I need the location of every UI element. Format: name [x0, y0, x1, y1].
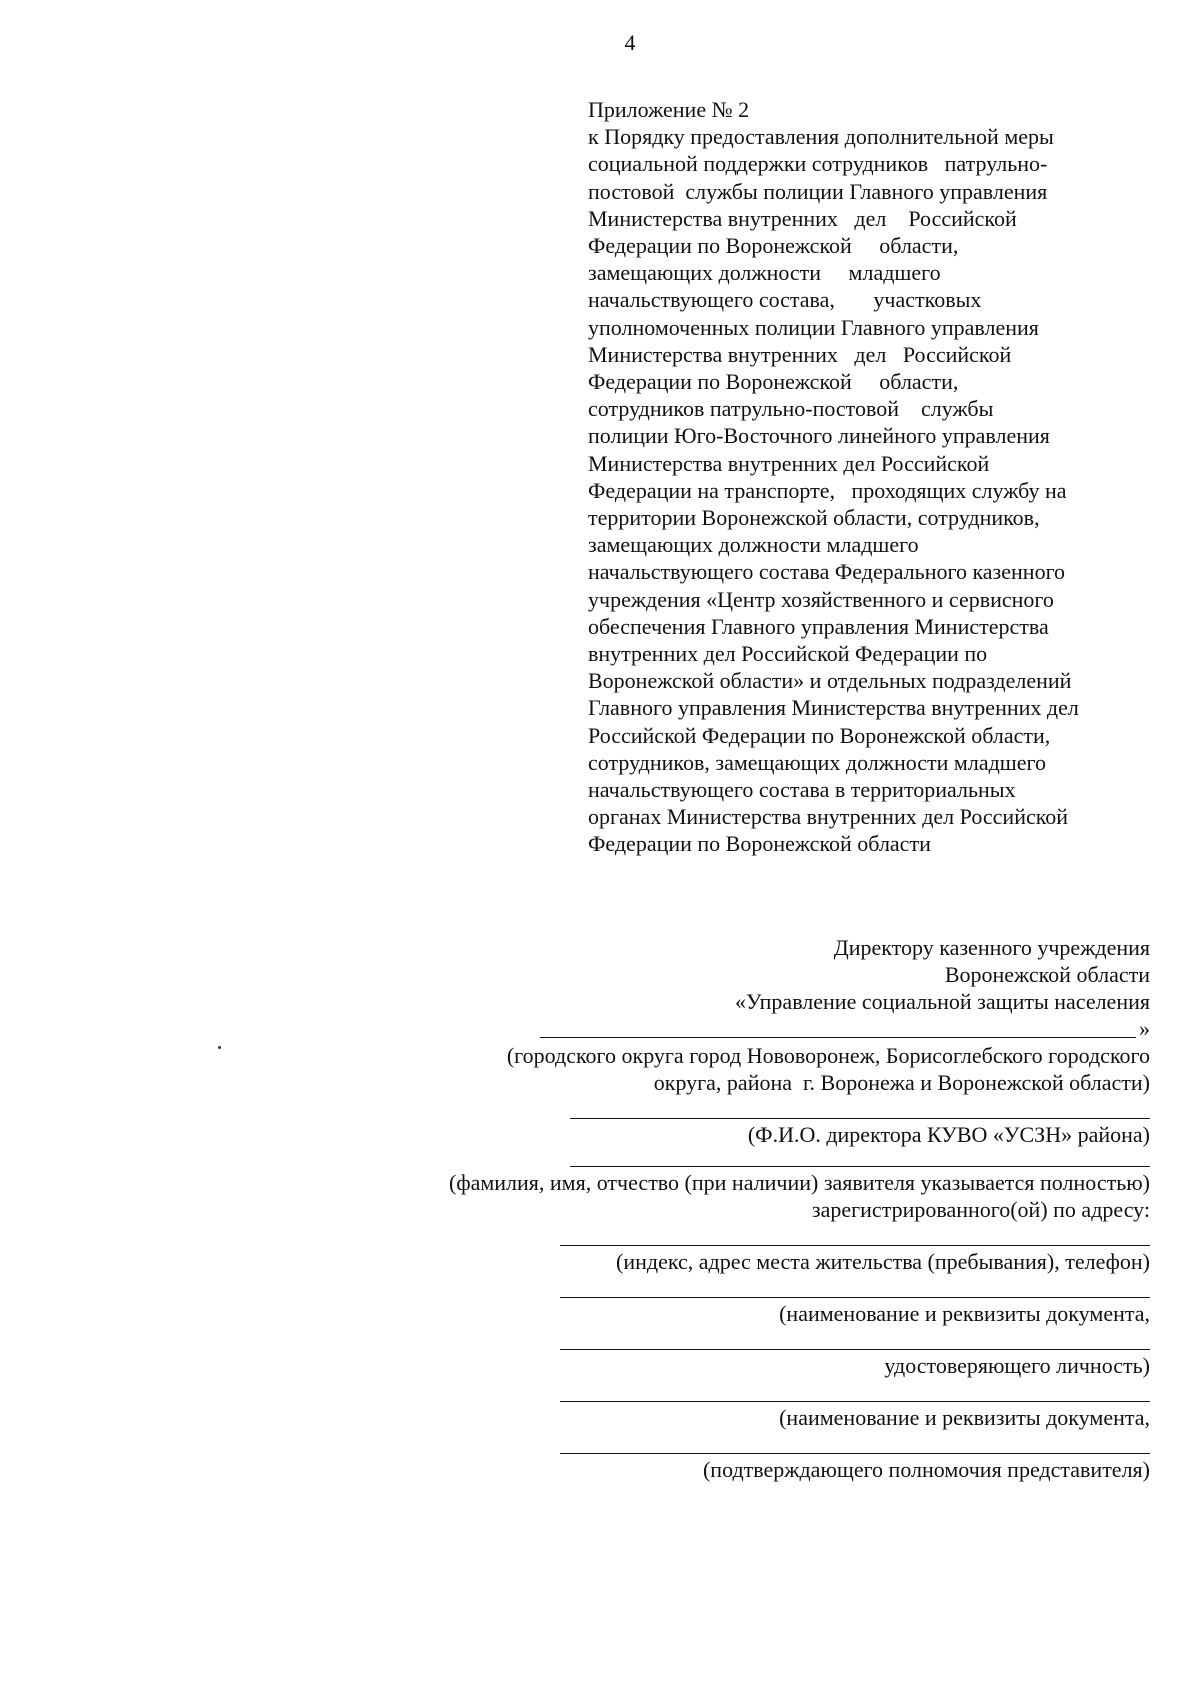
id-document-field[interactable] — [360, 1297, 1150, 1327]
representative-document-field[interactable] — [360, 1401, 1150, 1431]
appendix-line: Министерства внутренних дел Российской — [588, 341, 1012, 367]
address-caption: (индекс, адрес места жительства (пребывания), телефон) — [616, 1249, 1150, 1274]
id-document-underline — [560, 1297, 1150, 1298]
page-number: 4 — [624, 30, 636, 55]
appendix-line: Федерации по Воронежской области, — [588, 369, 959, 395]
closing-quote: » — [1139, 1016, 1150, 1041]
representative-document-caption: (наименование и реквизиты документа, — [779, 1405, 1150, 1430]
registered-address-label: зарегистрированного(ой) по адресу: — [811, 1197, 1150, 1222]
representative-document-underline — [560, 1401, 1150, 1402]
appendix-line: начальствующего состава в территориальных — [588, 777, 1016, 803]
appendix-line: Главного управления Министерства внутренних дел — [588, 695, 1079, 721]
appendix-line: учреждения «Центр хозяйственного и сервисного — [588, 586, 1054, 612]
appendix-line: Министерства внутренних дел Российской — [588, 450, 990, 476]
stray-dot-mark — [218, 1046, 221, 1049]
appendix-line: замещающих должности младшего — [588, 532, 919, 558]
appendix-line: территории Воронежской области, сотрудников, — [588, 505, 1040, 531]
appendix-line: внутренних дел Российской Федерации по — [588, 641, 988, 667]
appendix-line: социальной поддержки сотрудников патрульно- — [588, 151, 1048, 177]
applicant-name-underline — [570, 1166, 1150, 1167]
addressee-block — [360, 934, 1150, 1483]
appendix-block — [588, 96, 1148, 858]
id-document-caption: (наименование и реквизиты документа, — [779, 1301, 1150, 1326]
appendix-line: органах Министерства внутренних дел Российской — [588, 804, 1069, 830]
representative-document-caption-2: (подтверждающего полномочия представителя) — [702, 1457, 1150, 1482]
appendix-line: уполномоченных полиции Главного управления — [588, 314, 1039, 340]
appendix-line: Федерации по Воронежской области, — [588, 233, 959, 259]
appendix-line: Федерации по Воронежской области — [588, 831, 931, 857]
id-document-underline-2 — [560, 1349, 1150, 1350]
appendix-line: замещающих должности младшего — [588, 260, 941, 286]
appendix-line: сотрудников патрульно-постовой службы — [588, 396, 994, 422]
address-field[interactable] — [360, 1245, 1150, 1275]
appendix-line: сотрудников, замещающих должности младшего — [588, 749, 1046, 775]
representative-document-field-2[interactable] — [360, 1453, 1150, 1483]
appendix-line: Федерации на транспорте, проходящих службу на — [588, 477, 1067, 503]
director-name-underline — [570, 1118, 1150, 1119]
addressee-line-5: округа, района г. Воронежа и Воронежской области) — [653, 1070, 1150, 1095]
id-document-caption-2: удостоверяющего личность) — [884, 1353, 1150, 1378]
addressee-line-1: Директору казенного учреждения — [833, 935, 1150, 960]
appendix-line: Приложение № 2 — [588, 97, 750, 122]
appendix-line: начальствующего состава, участковых — [588, 287, 982, 313]
applicant-name-field[interactable] — [360, 1166, 1150, 1223]
institution-name-field[interactable] — [360, 1015, 1150, 1042]
director-name-caption: (Ф.И.О. директора КУВО «УСЗН» района) — [747, 1122, 1150, 1147]
appendix-line: к Порядку предоставления дополнительной меры — [588, 124, 1054, 150]
addressee-line-4: (городского округа город Нововоронеж, Борисоглебского городского — [506, 1043, 1150, 1068]
appendix-line: Российской Федерации по Воронежской области, — [588, 722, 1051, 748]
appendix-line: Воронежской области» и отдельных подразделений — [588, 668, 1072, 694]
appendix-line: обеспечения Главного управления Министерства — [588, 613, 1049, 639]
applicant-name-caption: (фамилия, имя, отчество (при наличии) заявителя указывается полностью) — [449, 1170, 1150, 1195]
addressee-line-3: «Управление социальной защиты населения — [735, 989, 1150, 1014]
institution-name-underline — [540, 1037, 1136, 1038]
director-name-field[interactable] — [360, 1118, 1150, 1148]
appendix-line: начальствующего состава Федерального казенного — [588, 559, 1066, 585]
appendix-line: полиции Юго-Восточного линейного управления — [588, 423, 1050, 449]
appendix-line: постовой службы полиции Главного управления — [588, 178, 1048, 204]
addressee-line-2: Воронежской области — [944, 962, 1150, 987]
appendix-line: Министерства внутренних дел Российской — [588, 205, 1017, 231]
representative-document-underline-2 — [560, 1453, 1150, 1454]
id-document-field-2[interactable] — [360, 1349, 1150, 1379]
address-underline — [560, 1245, 1150, 1246]
